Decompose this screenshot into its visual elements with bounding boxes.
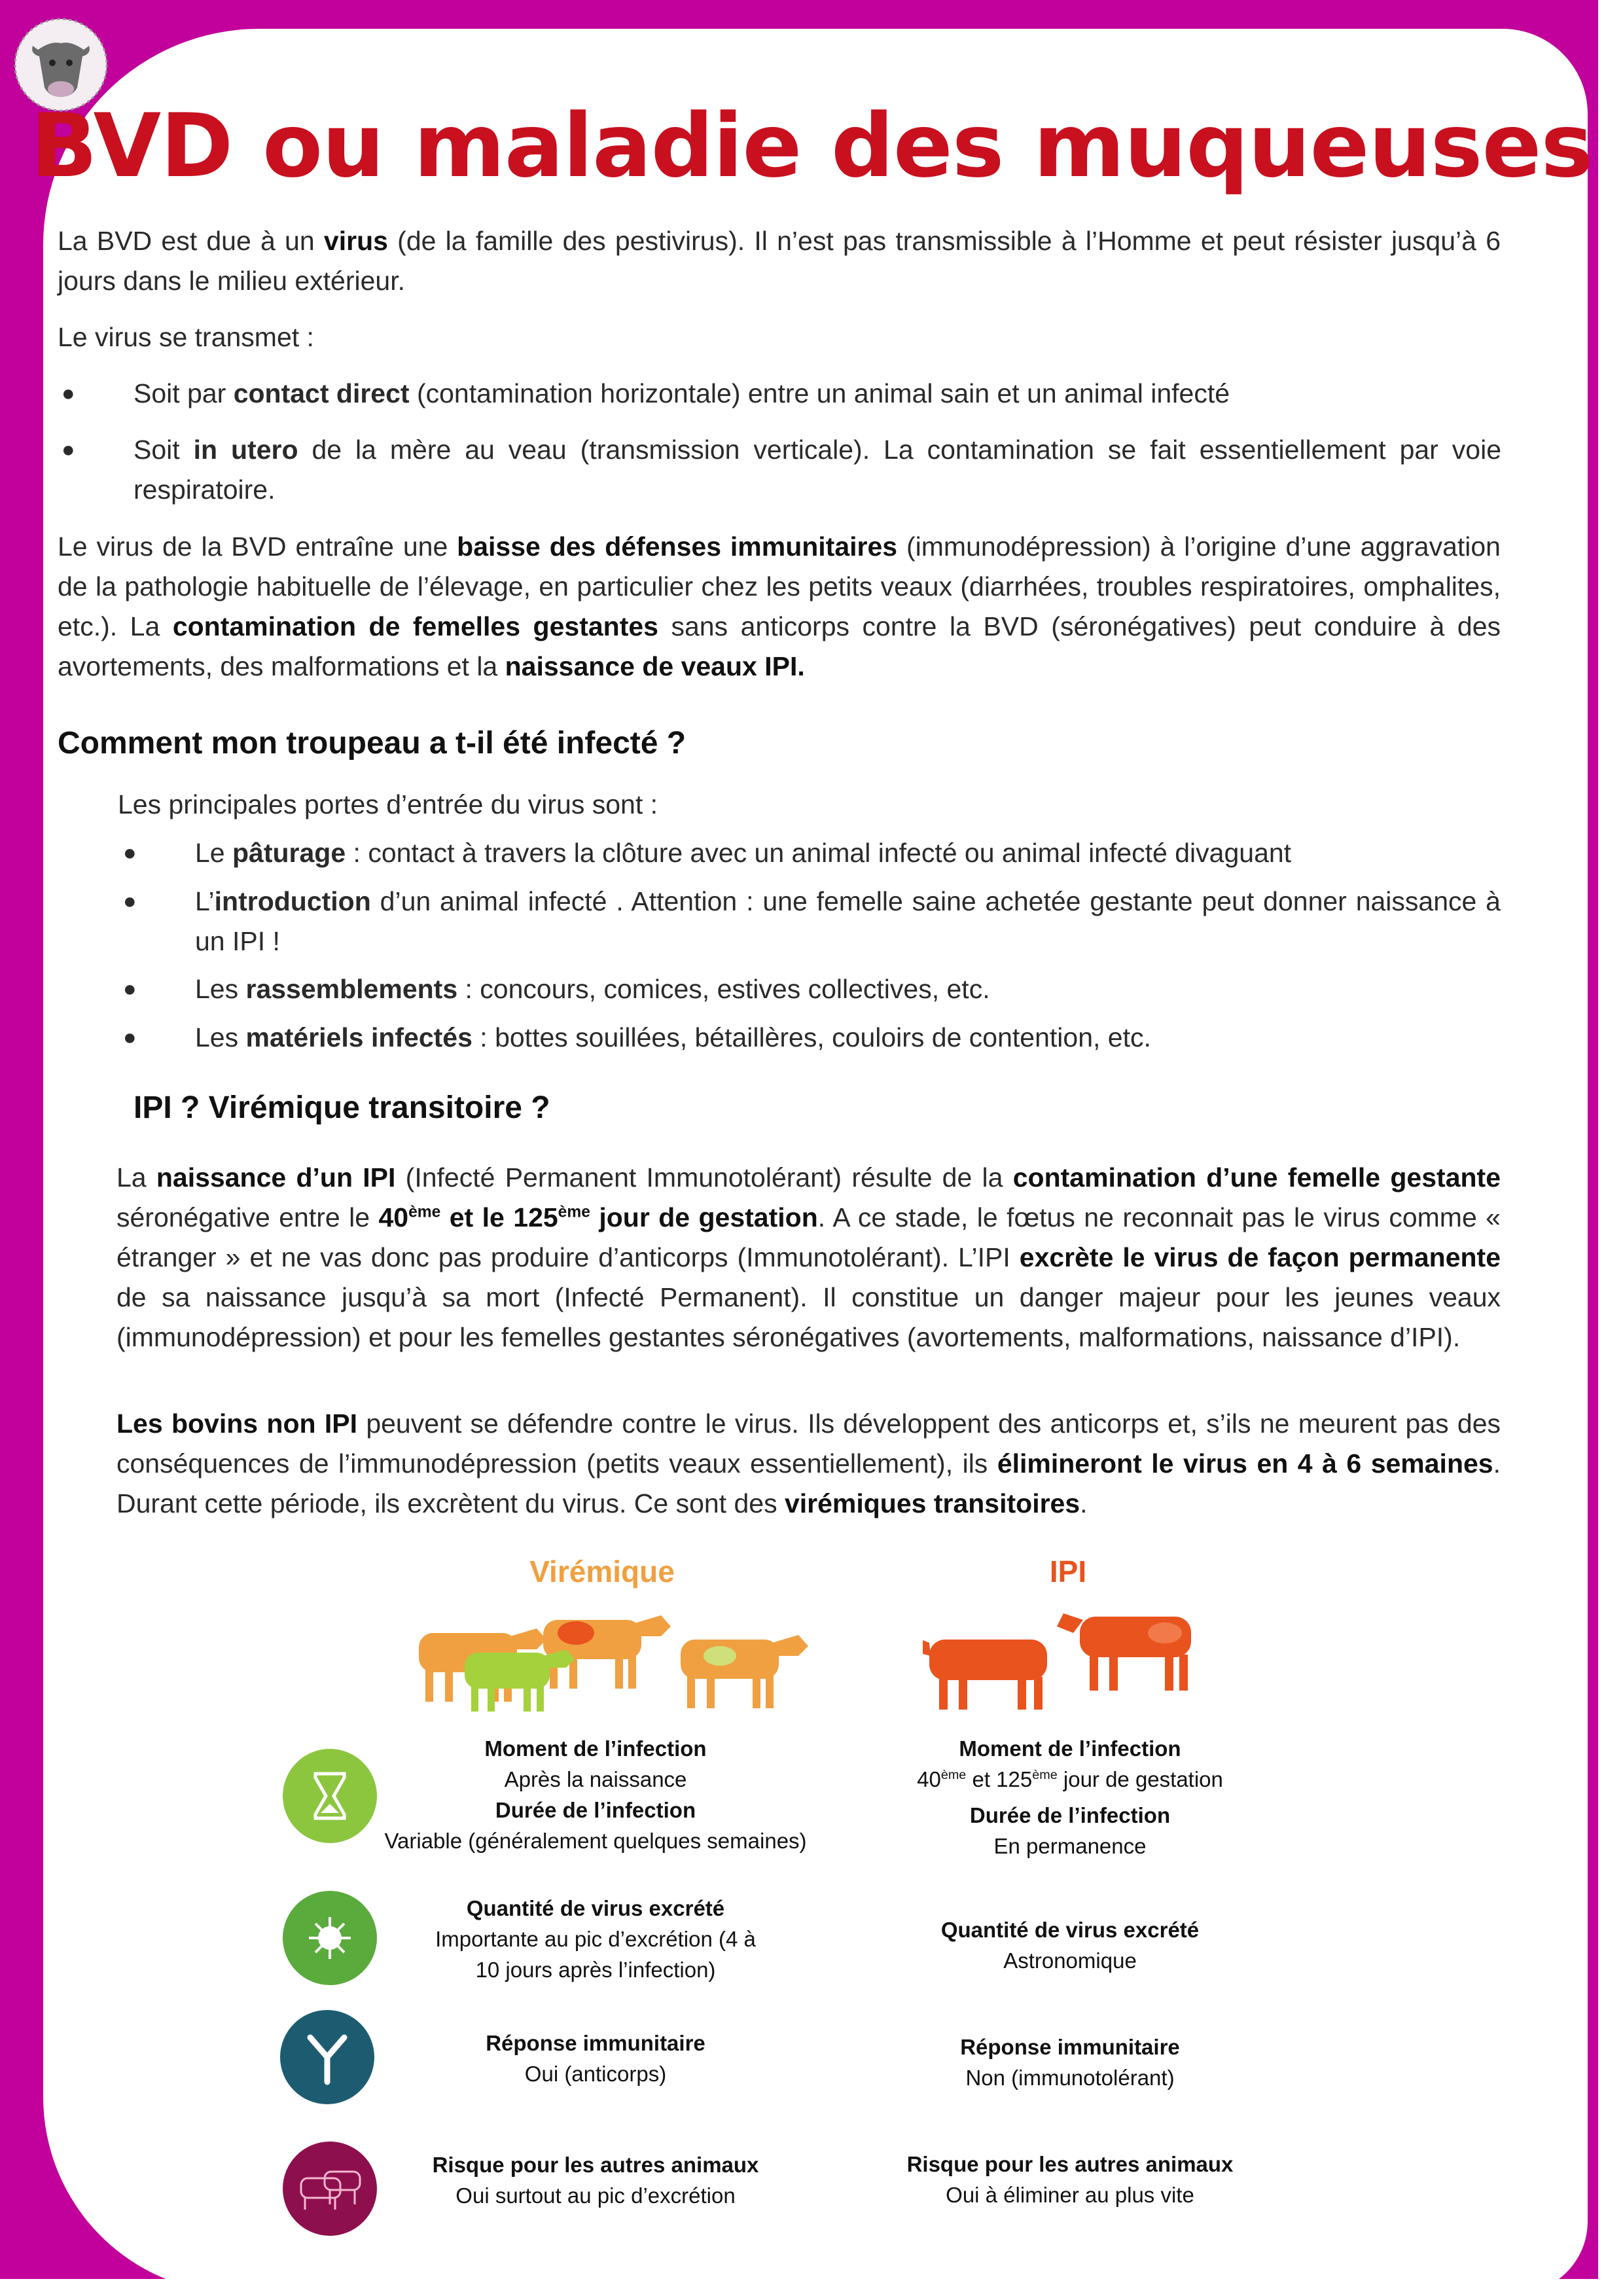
section-intro: Les principales portes d’entrée du virus sont : xyxy=(118,789,658,819)
info-label: Durée de l’infection xyxy=(969,1803,1171,1827)
info-label: Moment de l’infection xyxy=(959,1736,1181,1761)
list-item: ● Le pâturage : contact à travers la clôture avec un animal infecté ou animal infecté divaguant xyxy=(195,833,1501,873)
viremique-moment-block xyxy=(366,1733,825,1856)
bullet-icon: ● xyxy=(62,381,75,406)
hourglass-icon xyxy=(283,1749,377,1843)
list-item: ● Les rassemblements : concours, comices, estives collectives, etc. xyxy=(195,969,1501,1009)
immuno-paragraph: Le virus de la BVD entraîne une baisse des défenses immunitaires (immunodépression) à l’origine d’une aggravation de la pathologie habituelle de l’élevage, en particulier chez les petits veaux (diarrhées, troubles respiratoires, omphalites, etc.). La contamination de femelles gestantes sans anticorps contre la BVD (séronégatives) peut conduire à des avortements, des malformations et la naissance de veaux IPI. xyxy=(58,531,1501,681)
bullet-icon: ● xyxy=(123,977,137,1001)
info-value: Variable (généralement quelques semaines) xyxy=(384,1829,807,1853)
bullet-icon: ● xyxy=(123,840,137,865)
bullet-icon: ● xyxy=(62,437,75,462)
info-value: Importante au pic d’excrétion (4 à xyxy=(435,1927,756,1951)
info-value: Astronomique xyxy=(1003,1948,1137,1973)
list-item: ● Les matériels infectés : bottes souillées, bétaillères, couloirs de contention, etc. xyxy=(195,1018,1501,1058)
info-value: 10 jours après l’infection) xyxy=(475,1958,716,1982)
info-label: Quantité de virus excrété xyxy=(940,1918,1200,1942)
viremique-risque-block xyxy=(366,2149,825,2211)
info-label: Risque pour les autres animaux xyxy=(906,2152,1234,2176)
ipi-paragraph: La naissance d’un IPI (Infecté Permanent Immunotolérant) résulte de la contamination d’une femelle gestante séronégative entre le 40ème et le 125ème jour de gestation. A ce stade, le fœtus ne reconnait pas le virus comme « étranger » et ne vas donc pas produire d’anticorps (Immunotolérant). L’IPI excrète le virus de façon permanente de sa naissance jusqu’à sa mort (Infecté Permanent). Il constitue un danger majeur pour les jeunes veaux (immunodépression) et pour les femelles gestantes séronégatives (avortements, malformations, naissance d’IPI). xyxy=(116,1162,1501,1352)
bullet-icon: ● xyxy=(123,1025,137,1050)
info-value: Oui (anticorps) xyxy=(524,2062,667,2086)
ipi-reponse-block xyxy=(841,2032,1299,2093)
viremique-reponse-block xyxy=(366,2028,825,2089)
column-header-viremique: Virémique xyxy=(529,1554,675,1588)
info-label: Durée de l’infection xyxy=(495,1798,696,1822)
virus-icon xyxy=(283,1891,377,1985)
bullet-icon: ● xyxy=(123,889,137,914)
info-label: Risque pour les autres animaux xyxy=(432,2153,759,2177)
info-label: Réponse immunitaire xyxy=(960,2035,1180,2059)
antibody-icon xyxy=(280,2010,374,2104)
list-item: ● Soit par contact direct (contamination horizontale) entre un animal sain et un animal infecté xyxy=(134,374,1501,414)
cattle-icon xyxy=(283,2142,377,2236)
list-item: ● Soit in utero de la mère au veau (transmission verticale). La contamination se fait essentiellement par voie respiratoire. xyxy=(134,430,1501,510)
ipi-risque-block xyxy=(841,2149,1299,2210)
viremique-quantite-block xyxy=(366,1893,825,1985)
info-label: Moment de l’infection xyxy=(484,1736,707,1761)
info-value: En permanence xyxy=(993,1834,1147,1858)
list-item: ● L’introduction d’un animal infecté . Attention : une femelle saine achetée gestante peut donner naissance à un IPI ! xyxy=(195,882,1501,961)
info-label: Réponse immunitaire xyxy=(486,2031,705,2055)
info-label: Quantité de virus excrété xyxy=(466,1896,725,1920)
viremique-cattle-illustration xyxy=(412,1604,818,1715)
column-header-ipi: IPI xyxy=(1049,1554,1087,1588)
ipi-moment-block xyxy=(841,1733,1299,1861)
ipi-cattle-illustration xyxy=(923,1604,1204,1715)
non-ipi-paragraph: Les bovins non IPI peuvent se défendre contre le virus. Ils développent des anticorps et, s’ils ne meurent pas des conséquences de l’immunodépression (petits veaux essentiellement), ils élimineront le virus en 4 à 6 semaines. Durant cette période, ils excrètent du virus. Ce sont des virémiques transitoires. xyxy=(116,1408,1501,1518)
info-value: Oui à éliminer au plus vite xyxy=(946,2183,1194,2207)
section-heading-ipi: IPI ? Virémique transitoire ? xyxy=(134,1090,550,1125)
info-value: Non (immunotolérant) xyxy=(965,2066,1175,2090)
intro-paragraph: La BVD est due à un virus (de la famille des pestivirus). Il n’est pas transmissible à l’Homme et peut résister jusqu’à 6 jours dans le milieu extérieur. xyxy=(58,226,1501,296)
transmit-intro: Le virus se transmet : xyxy=(58,322,314,352)
info-value: Oui surtout au pic d’excrétion xyxy=(455,2183,736,2208)
ipi-quantite-block xyxy=(841,1914,1299,1976)
section-heading-infection: Comment mon troupeau a t-il été infecté ? xyxy=(58,726,687,761)
page-title: BVD ou maladie des muqueuses xyxy=(30,95,1593,197)
info-value: Après la naissance xyxy=(504,1767,687,1791)
info-value: 40ème et 125ème jour de gestation xyxy=(917,1767,1223,1791)
